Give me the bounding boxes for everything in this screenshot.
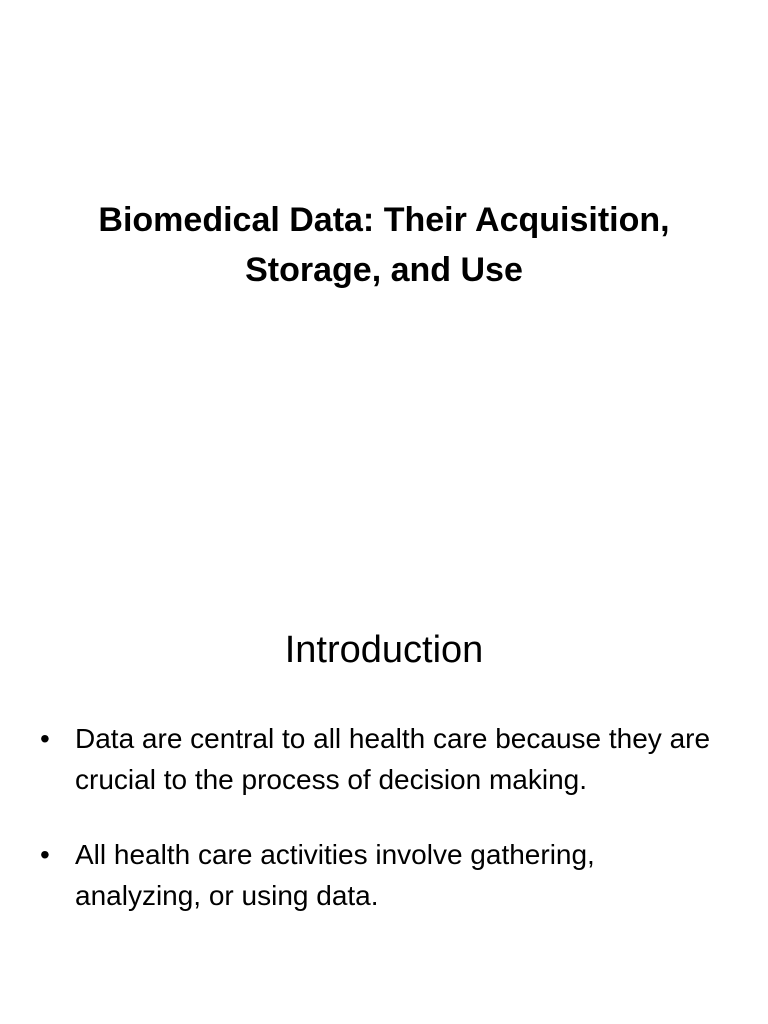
bullet-icon: • — [40, 839, 50, 870]
slide-title-line-1: Biomedical Data: Their Acquisition, — [98, 201, 670, 239]
slide-title — [0, 195, 768, 295]
bullet-item — [40, 718, 720, 800]
slide-title-line-2: Storage, and Use — [245, 251, 523, 289]
bullet-item — [40, 834, 720, 916]
bullet-icon: • — [40, 723, 50, 754]
section-heading: Introduction — [284, 629, 484, 671]
bullet-text: Data are central to all health care because they are crucial to the process of decision making. — [75, 723, 711, 795]
bullet-list — [40, 718, 720, 916]
bullet-text: All health care activities involve gathering, analyzing, or using data. — [75, 839, 595, 911]
